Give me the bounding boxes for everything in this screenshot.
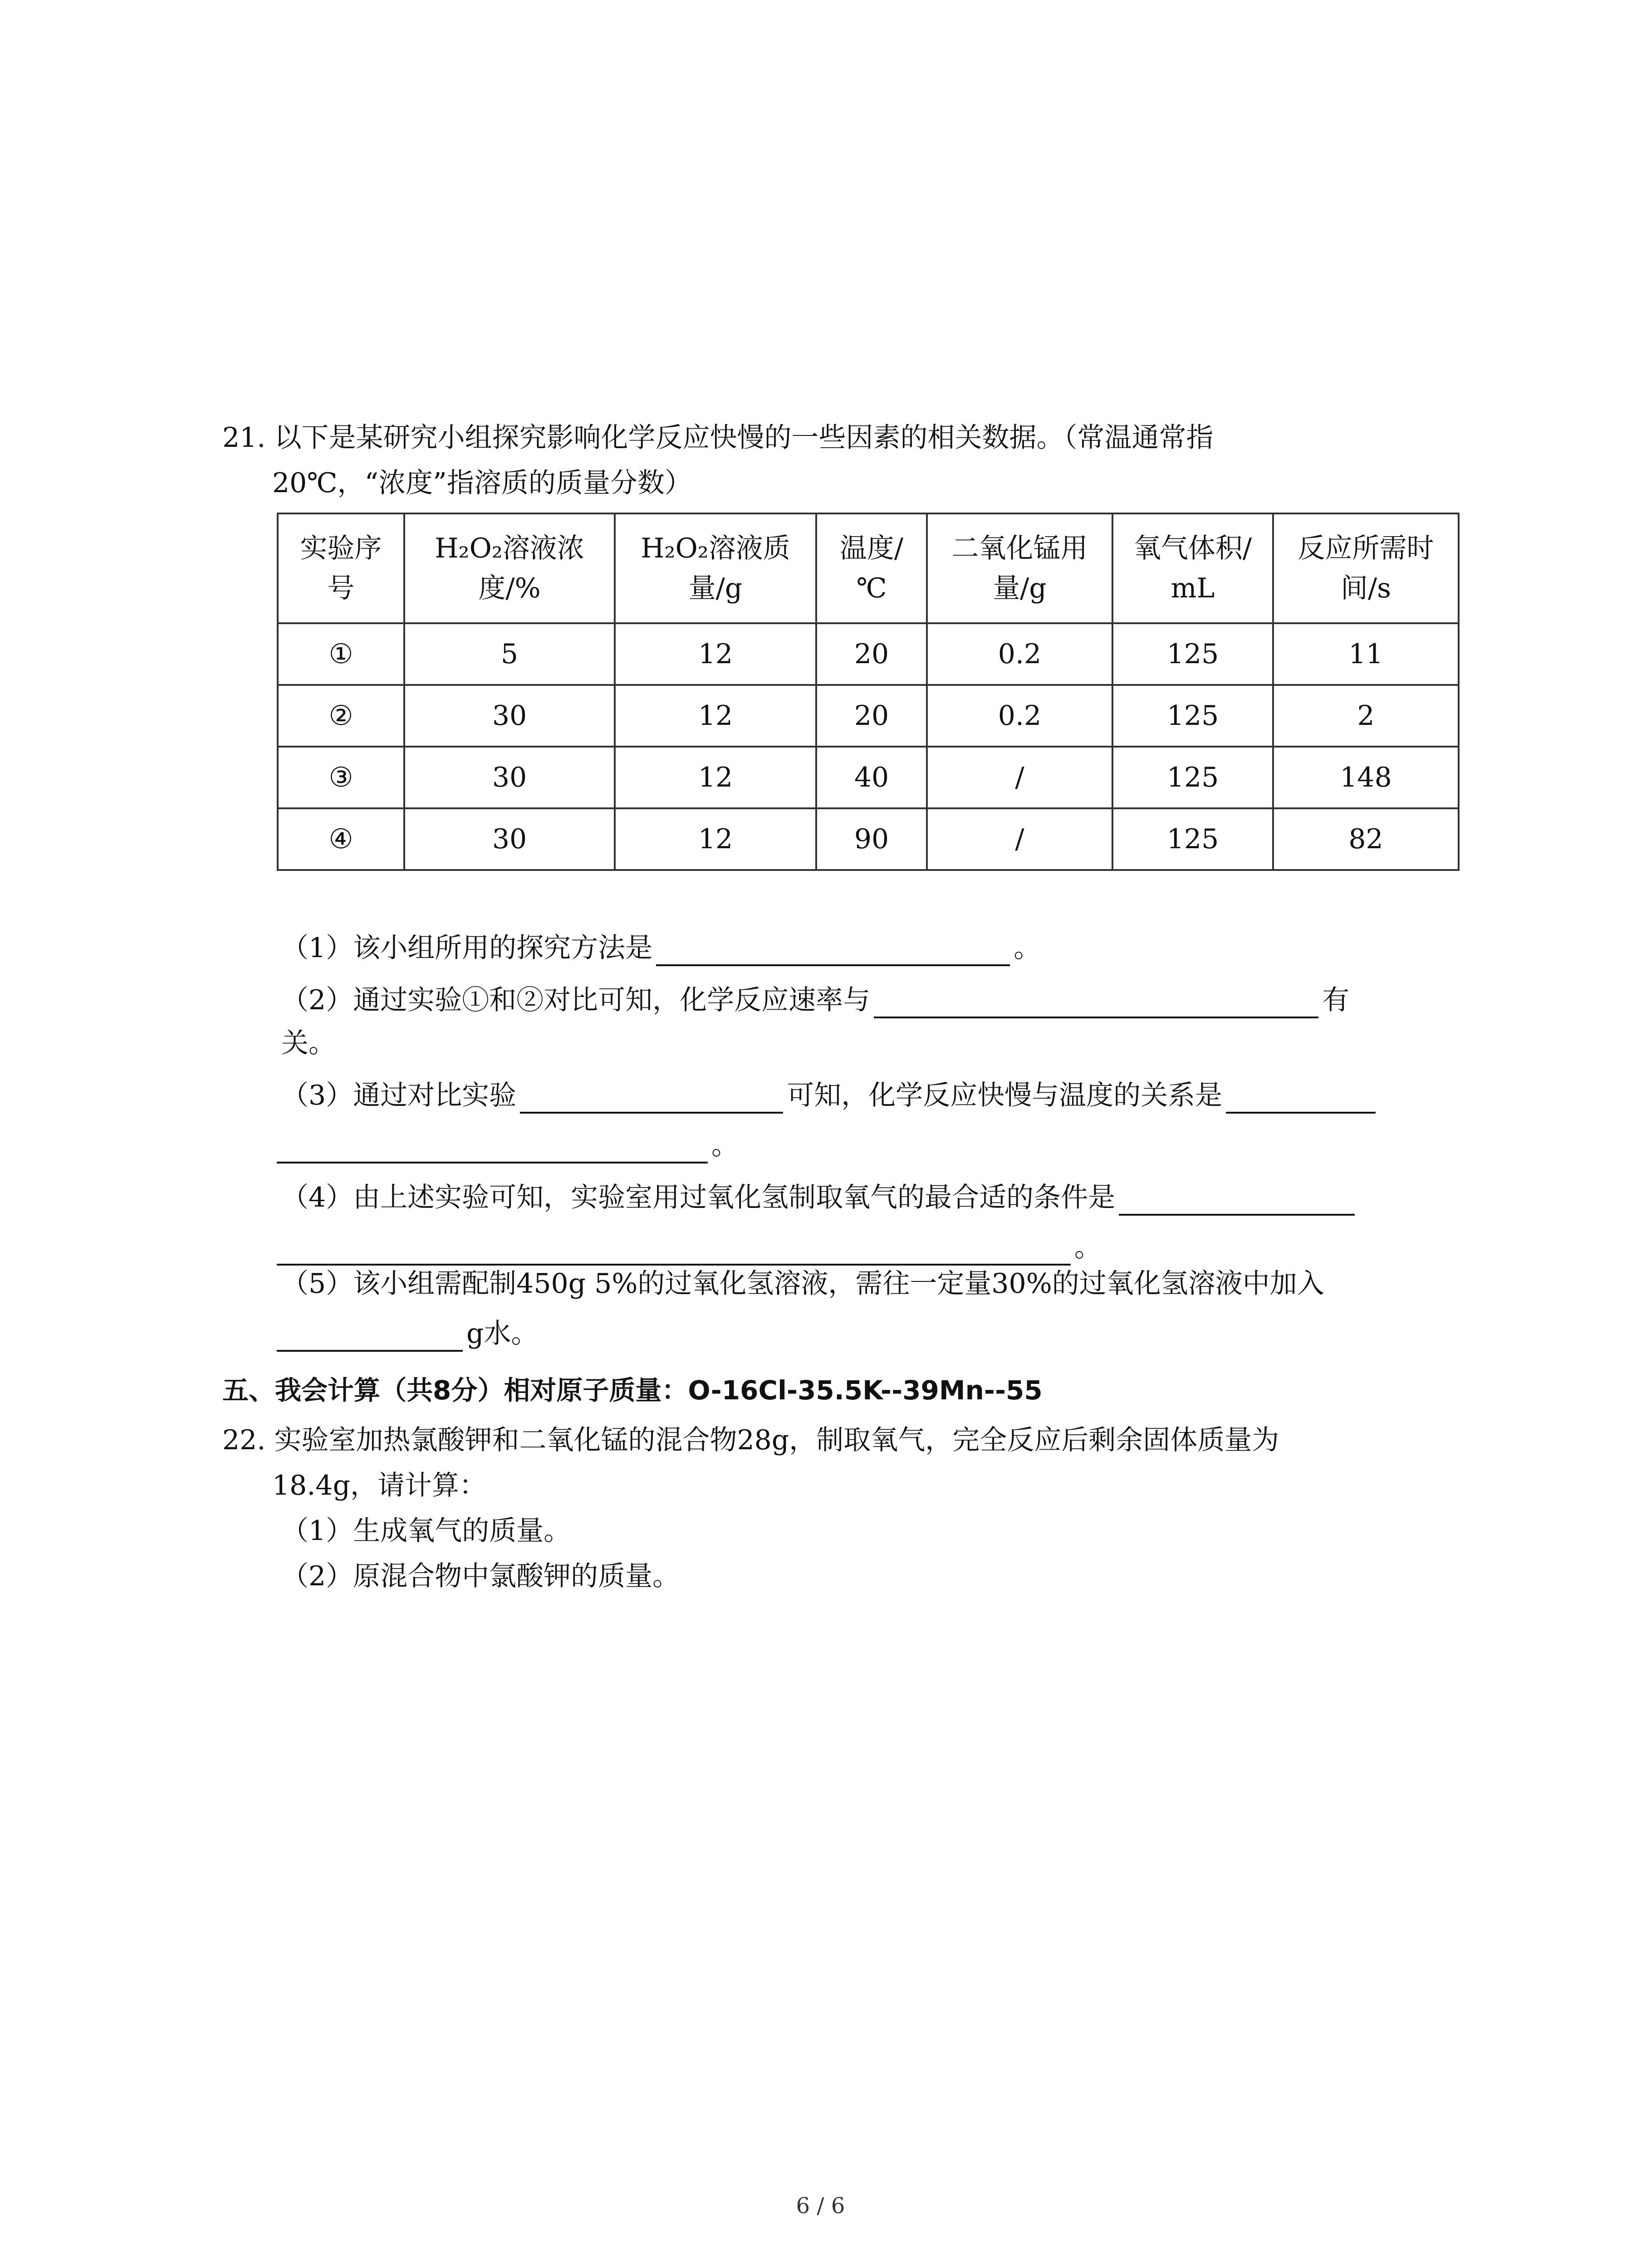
- q22-line2: 18.4g，请计算：: [272, 1470, 487, 1501]
- header-cell: H₂O₂溶液浓 度/%: [404, 513, 615, 623]
- q21-part5-cont: [277, 1315, 538, 1352]
- q21-part1: [281, 930, 1041, 966]
- section-heading: 五、我会计算（共8分）相对原子质量：O-16Cl-35.5K--39Mn--55: [222, 1375, 1043, 1406]
- part4-text: （4）由上述实验可知，实验室用过氧化氢制取氧气的最合适的条件是: [281, 1182, 1116, 1213]
- table-cell: 11: [1273, 623, 1459, 685]
- table-cell: 125: [1112, 623, 1273, 685]
- header-cell: H₂O₂溶液质 量/g: [615, 513, 816, 623]
- table-cell: ③: [278, 747, 404, 808]
- table-cell: 20: [816, 623, 927, 685]
- q21-part2: [281, 982, 1349, 1018]
- answer-blank[interactable]: [656, 936, 1010, 966]
- table-row: [278, 747, 1459, 808]
- table-cell: ④: [278, 808, 404, 870]
- part3-text: （3）通过对比实验: [281, 1080, 517, 1111]
- table-row: [278, 685, 1459, 747]
- answer-blank[interactable]: [520, 1084, 783, 1114]
- header-cell: 实验序 号: [278, 513, 404, 623]
- table-cell: 12: [615, 808, 816, 870]
- part1-text: （1）该小组所用的探究方法是: [281, 932, 653, 964]
- table-cell: 90: [816, 808, 927, 870]
- q22-line1: 22. 实验室加热氯酸钾和二氧化锰的混合物28g，制取氧气，完全反应后剩余固体质量为: [222, 1424, 1279, 1456]
- part3-mid: 可知，化学反应快慢与温度的关系是: [787, 1080, 1223, 1111]
- table-cell: 12: [615, 685, 816, 747]
- header-cell: 温度/ ℃: [816, 513, 927, 623]
- experiment-table: [277, 513, 1460, 871]
- answer-blank[interactable]: [277, 1322, 463, 1352]
- table-cell: 0.2: [927, 623, 1112, 685]
- table-row: [278, 808, 1459, 870]
- table-header-row: [278, 513, 1459, 623]
- table-cell: 12: [615, 623, 816, 685]
- header-cell: 二氧化锰用 量/g: [927, 513, 1112, 623]
- table-cell: ①: [278, 623, 404, 685]
- table-cell: 5: [404, 623, 615, 685]
- q21-part3: [281, 1077, 1379, 1114]
- answer-blank[interactable]: [277, 1236, 1071, 1266]
- table-cell: 2: [1273, 685, 1459, 747]
- q21-part2-cont: 关。: [281, 1027, 336, 1059]
- part4-end: 。: [1074, 1232, 1102, 1263]
- part5-end: g水。: [466, 1318, 539, 1349]
- table-cell: 125: [1112, 685, 1273, 747]
- q22-sub2: （2）原混合物中氯酸钾的质量。: [281, 1560, 680, 1592]
- table-cell: 82: [1273, 808, 1459, 870]
- table-cell: 12: [615, 747, 816, 808]
- table-cell: 0.2: [927, 685, 1112, 747]
- answer-blank[interactable]: [277, 1134, 708, 1163]
- answer-blank[interactable]: [1226, 1084, 1376, 1114]
- header-cell: 反应所需时 间/s: [1273, 513, 1459, 623]
- table-cell: /: [927, 808, 1112, 870]
- q21-part4: [281, 1179, 1358, 1216]
- q21-part5: （5）该小组需配制450g 5%的过氧化氢溶液，需往一定量30%的过氧化氢溶液中加入: [281, 1268, 1324, 1300]
- table-row: [278, 623, 1459, 685]
- table-cell: 30: [404, 747, 615, 808]
- header-cell: 氧气体积/ mL: [1112, 513, 1273, 623]
- answer-blank[interactable]: [1119, 1186, 1355, 1216]
- part3-end: 。: [711, 1129, 739, 1161]
- table-cell: 125: [1112, 808, 1273, 870]
- page-number: 6 / 6: [796, 2193, 845, 2219]
- table-cell: /: [927, 747, 1112, 808]
- table-cell: 20: [816, 685, 927, 747]
- table-cell: 148: [1273, 747, 1459, 808]
- q21-part3-cont: [277, 1127, 739, 1163]
- q21-intro-line1: 21. 以下是某研究小组探究影响化学反应快慢的一些因素的相关数据。（常温通常指: [222, 422, 1214, 454]
- table-cell: 125: [1112, 747, 1273, 808]
- q21-part4-cont: [277, 1229, 1102, 1266]
- table-cell: ②: [278, 685, 404, 747]
- part2-end: 有: [1322, 984, 1350, 1016]
- table-cell: 40: [816, 747, 927, 808]
- part2-text: （2）通过实验①和②对比可知，化学反应速率与: [281, 984, 871, 1016]
- table-cell: 30: [404, 808, 615, 870]
- answer-blank[interactable]: [874, 988, 1318, 1018]
- part1-end: 。: [1014, 932, 1041, 964]
- table-cell: 30: [404, 685, 615, 747]
- q21-intro-line2: 20℃，“浓度”指溶质的质量分数）: [272, 467, 692, 499]
- q22-sub1: （1）生成氧气的质量。: [281, 1515, 571, 1547]
